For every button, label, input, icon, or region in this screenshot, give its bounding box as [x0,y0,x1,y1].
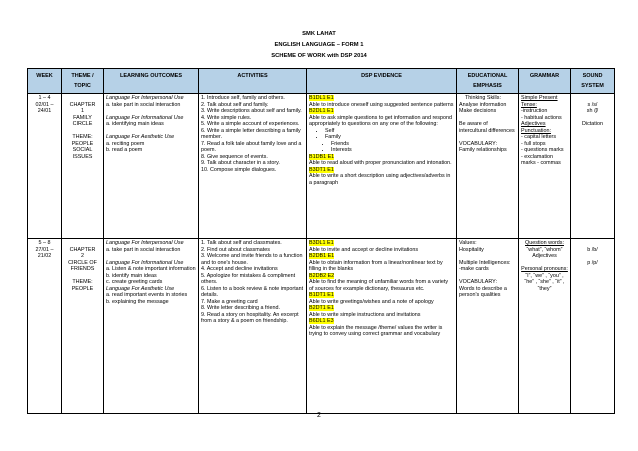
dsp-evidence-cell: B1DL1 E1 Able to introduce oneself using suggested sentence patterns B2DL1 E1 Able to ask simple questions to get information and respond appropriately to questions on any one of the following: • Self • Family • Friends • Interests B1DB1 E1 Able to read aloud with proper pronunciation and intonation. B3DT1 E1 Able to write a short description using adjectives/adverbs in a paragraph [307,94,457,239]
dsp-code: B2DT1 E1 [309,305,334,311]
outcomes-cell: Language For Interpersonal Use a. take part in social interaction Language For Informational Use a. Listen & note important information b. identify main ideas c. create greeting cards Language For Aesthetic Use a. read important events in stories b. explaining the message [104,239,199,414]
col-header-dsp: DSP EVIDENCE [307,69,457,94]
list-item: • Family [325,134,454,141]
dsp-code: B3DT1 E1 [309,166,334,173]
document-header [0,29,638,62]
list-item: • Friends [331,141,454,148]
dsp-code: B1DB1 E1 [309,153,335,160]
dsp-code: B6DL1 E3 [309,318,334,324]
table-row [28,94,615,239]
subject-title: ENGLISH LANGUAGE – FORM 1 [274,42,364,48]
col-header-theme: THEME / TOPIC [62,69,104,94]
col-header-emphasis: EDUCATIONAL EMPHASIS [457,69,519,94]
table-header-row [28,69,615,94]
col-header-sound: SOUND SYSTEM [571,69,615,94]
dsp-bullet-list [309,128,454,154]
outcomes-cell: Language For Interpersonal Use a. take part in social interaction Language For Informational Use a. identifying main ideas Language For Aesthetic Use a. reciting poem b. read a poem [104,94,199,239]
activities-cell: 1. Talk about self and classmates. 2. Find out about classmates 3. Welcome and invite friends to a function and to one's house. 4. Accept and decline invitations 5. Apologize for mistakes & compliment others. 6. Listen to a book review & note important details. 7. Make a greeting card 8. Write letter describing a friend. 9. Read a story on hospitality. An excerpt from a story & a poem on friendship. [199,239,307,414]
activities-cell: 1. Introduce self, family and others. 2. Talk about self and family. 3. Write descriptions about self and family. 4. Write simple rules. 5. Write a simple account of experiences. 6. Write a simple letter describing a family member. 7. Read a folk tale about family love and a poem. 8. Give sequence of events. 9. Talk about character in a story. 10. Compose simple dialogues. [199,94,307,239]
dsp-code: B3DL1 E1 [309,240,334,246]
page-number: 2 [317,412,321,419]
week-cell: 5 – 8 27/01 – 21/02 [28,239,62,414]
dsp-evidence-cell: B3DL1 E1 Able to invite and accept or decline invitations B2DB1 E1 Able to obtain information from a linear/nonlinear text by filling in the blanks B2DB2 E2 Able to find the meaning of unfamiliar words from a variety of sources for example dictionary, thesaurus etc. B1DT1 E1 Able to write greetings/wishes and a note of apology B2DT1 E1 Able to write simple instructions and invitations B6DL1 E3 Able to explain the message /theme/ values the writer is trying to convey using correct grammar and vocabulary [307,239,457,414]
dsp-code: B1DL1 E1 [309,95,334,101]
scheme-title: SCHEME OF WORK with DSP 2014 [271,53,367,59]
week-cell: 1 – 4 02/01 – 24/01 [28,94,62,239]
col-header-activities: ACTIVITIES [199,69,307,94]
dsp-code: B1DT1 E1 [309,292,334,298]
dsp-code: B2DL1 E1 [309,108,334,114]
emphasis-cell: Values: Hospitality Multiple Intelligences: -make cards VOCABULARY: Words to describe a person's qualities [457,239,519,414]
sound-cell: b /b/ p /p/ [571,239,615,414]
grammar-cell: Simple Present Tense: -instruction - habitual actions Adjectives Punctuation: - capital letters - full stops - questions marks - exclamation marks - commas [519,94,571,239]
theme-cell: CHAPTER 1 FAMILY CIRCLE THEME: PEOPLE SOCIAL ISSUES [62,94,104,239]
dsp-code: B2DB2 E2 [309,272,335,279]
col-header-outcomes: LEARNING OUTCOMES [104,69,199,94]
grammar-cell: Question words: “what”, “whom” Adjectives Personal pronouns: “I”, “we” , “you” , “he” , “she” , “it” , “they” [519,239,571,414]
list-item: • Interests [331,147,454,154]
col-header-grammar: GRAMMAR [519,69,571,94]
school-name: SMK LAHAT [302,31,336,37]
dsp-code: B2DB1 E1 [309,253,335,259]
scheme-of-work-table [27,68,615,414]
col-header-week: WEEK [28,69,62,94]
table-row [28,239,615,414]
theme-cell: CHAPTER 2 CIRCLE OF FRIENDS THEME: PEOPLE [62,239,104,414]
list-item: • Self [325,128,454,135]
sound-cell: s /s/ sh /ʃ/ Dictation [571,94,615,239]
emphasis-cell: Thinking Skills: Analyse information Make decisions Be aware of intercultural differences VOCABULARY: Family relationships [457,94,519,239]
